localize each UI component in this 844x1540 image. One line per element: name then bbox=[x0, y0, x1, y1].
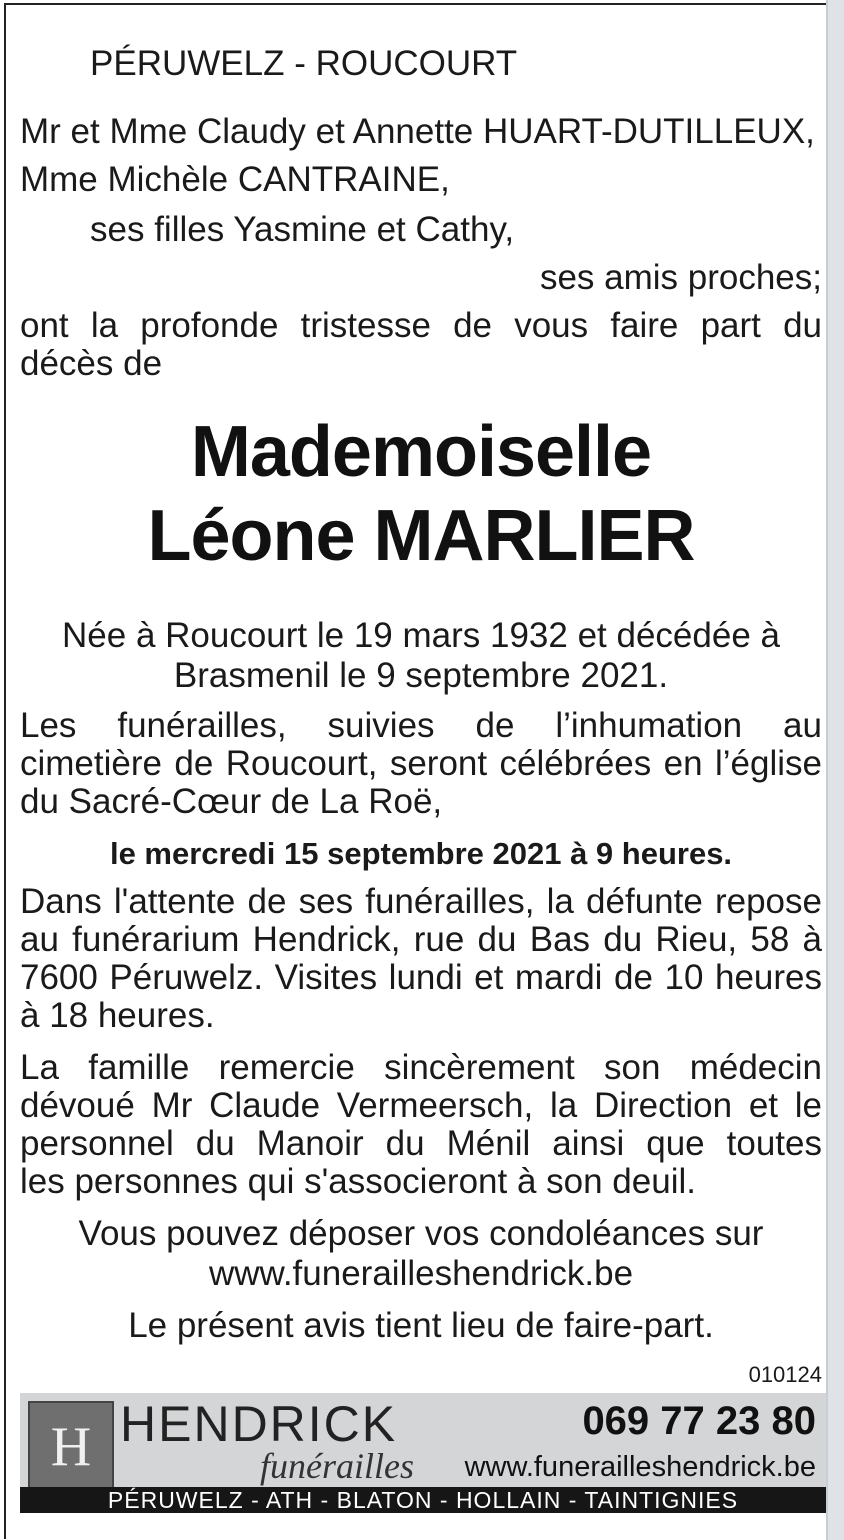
deceased-title: Mademoiselle bbox=[190, 412, 652, 492]
funeral-line: cimetière de Roucourt, seront célébrées en l’église bbox=[20, 744, 822, 783]
condolences-line: Vous pouvez déposer vos condoléances sur bbox=[78, 1214, 764, 1253]
thanks-line: personnel du Manoir du Ménil ainsi que toutes bbox=[20, 1124, 822, 1163]
obituary-notice bbox=[20, 0, 822, 1540]
rest-line: Dans l'attente de ses funérailles, la défunte repose bbox=[20, 882, 822, 921]
rest-line: à 18 heures. bbox=[20, 996, 215, 1035]
logo-letter: H bbox=[50, 1416, 92, 1478]
condolences-url: www.funerailleshendrick.be bbox=[208, 1254, 634, 1293]
funeral-date: le mercredi 15 septembre 2021 à 9 heures. bbox=[109, 836, 733, 871]
phone-number: 069 77 23 80 bbox=[582, 1399, 816, 1443]
locations-strip: PÉRUWELZ - ATH - BLATON - HOLLAIN - TAINTIGNIES bbox=[20, 1487, 826, 1513]
website: www.funerailleshendrick.be bbox=[464, 1451, 816, 1483]
family-line: ses filles Yasmine et Cathy, bbox=[90, 210, 515, 249]
locality: PÉRUWELZ - ROUCOURT bbox=[90, 44, 518, 83]
announce-line: décès de bbox=[20, 344, 163, 383]
family-line: ses amis proches; bbox=[539, 258, 822, 297]
closing-line: Le présent avis tient lieu de faire-part. bbox=[128, 1306, 714, 1345]
birth-line: Brasmenil le 9 septembre 2021. bbox=[173, 656, 669, 695]
funeral-line: du Sacré-Cœur de La Roë, bbox=[20, 782, 443, 821]
rest-line: 7600 Péruwelz. Visites lundi et mardi de 10 heures bbox=[20, 958, 822, 997]
birth-line: Née à Roucourt le 19 mars 1932 et décédée à bbox=[62, 616, 780, 655]
thanks-line: les personnes qui s'associeront à son deuil. bbox=[20, 1162, 696, 1201]
family-line: Mme Michèle CANTRAINE, bbox=[20, 160, 450, 199]
funeral-home-ad bbox=[20, 1393, 826, 1513]
family-line: Mr et Mme Claudy et Annette HUART-DUTILLEUX, bbox=[20, 112, 815, 151]
rest-line: au funérarium Hendrick, rue du Bas du Rieu, 58 à bbox=[20, 920, 822, 959]
reference-number: 010124 bbox=[748, 1362, 822, 1387]
announce-line: ont la profonde tristesse de vous faire part du bbox=[20, 306, 822, 345]
brand-subtitle: funérailles bbox=[260, 1446, 414, 1486]
funeral-line: Les funérailles, suivies de l’inhumation au bbox=[20, 706, 822, 745]
thanks-line: La famille remercie sincèrement son médecin bbox=[20, 1048, 822, 1087]
deceased-name: Léone MARLIER bbox=[147, 496, 695, 576]
hendrick-logo bbox=[28, 1401, 114, 1491]
brand-name: HENDRICK bbox=[120, 1396, 398, 1452]
right-edge-bar bbox=[826, 0, 844, 1540]
thanks-line: dévoué Mr Claude Vermeersch, la Direction et le bbox=[20, 1086, 822, 1125]
